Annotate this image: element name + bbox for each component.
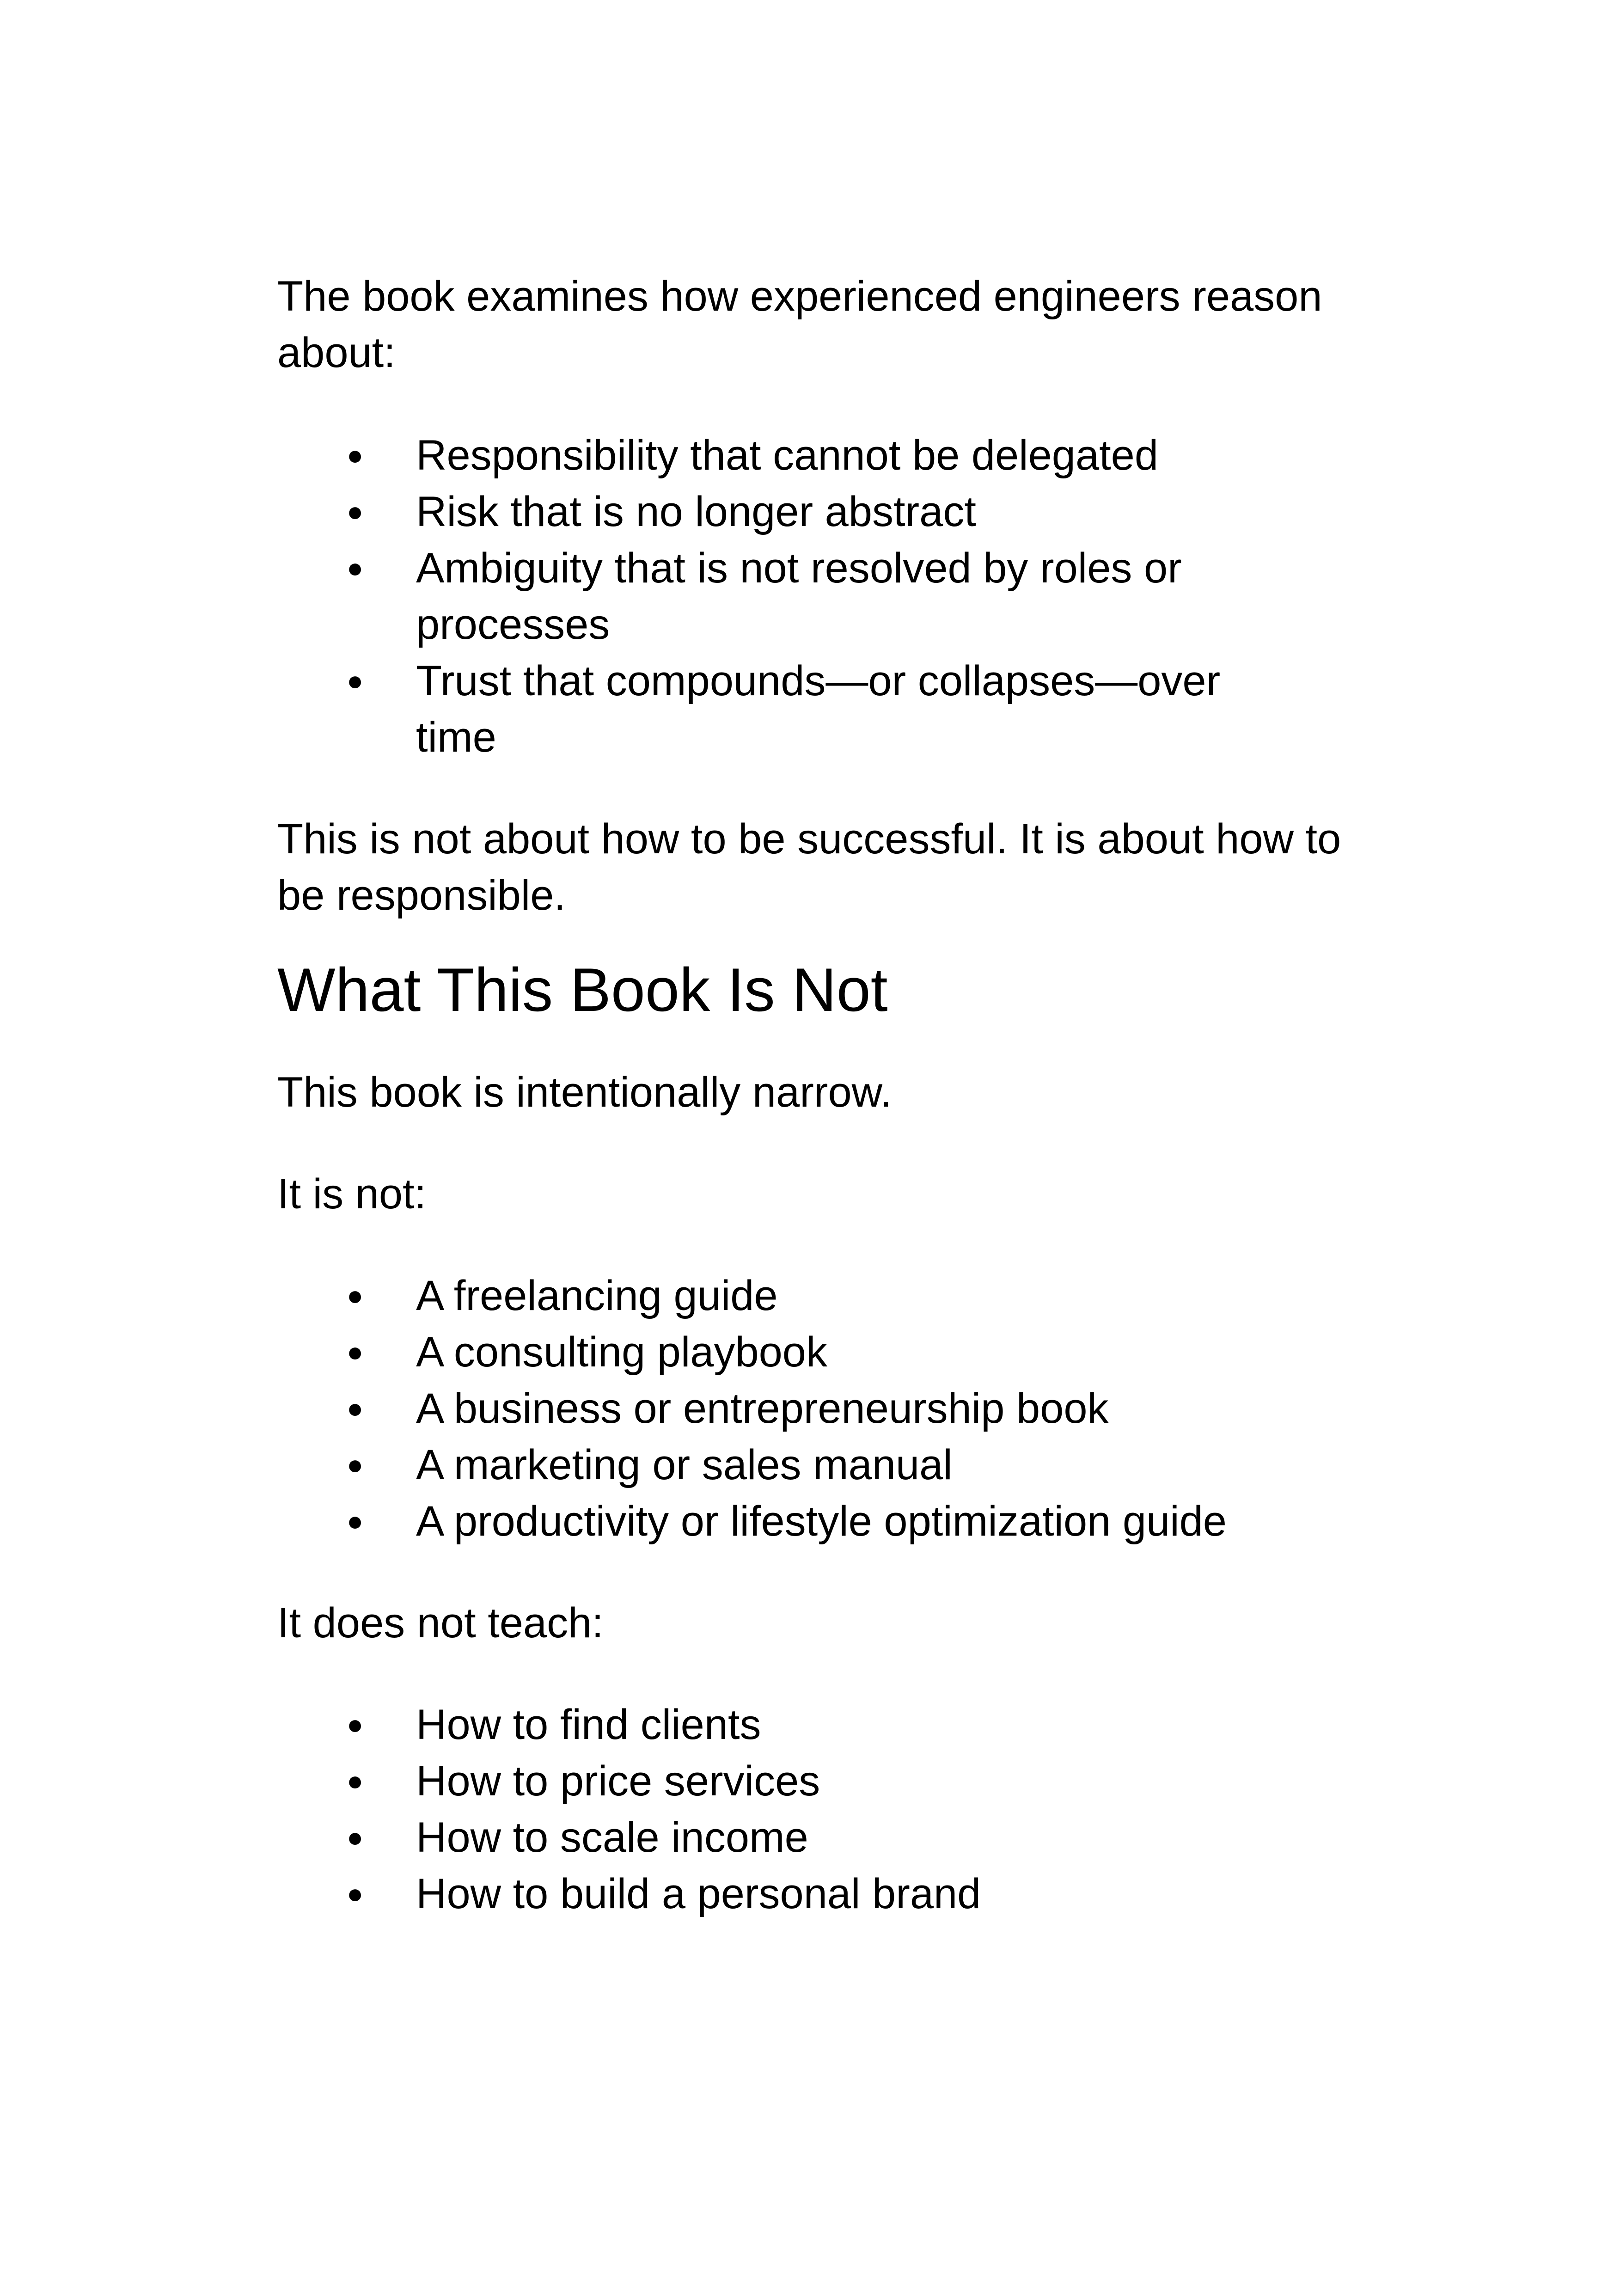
bullet-icon: ●	[347, 552, 364, 583]
bullet-icon: ●	[347, 665, 364, 696]
bullet-icon: ●	[347, 440, 364, 471]
list-item	[277, 427, 1377, 484]
list-item-text: How to price services	[416, 1757, 820, 1805]
list-item-text: Risk that is no longer abstract	[416, 488, 976, 535]
list-item-text: A business or entrepreneurship book	[416, 1385, 1109, 1432]
section-heading: What This Book Is Not	[277, 956, 888, 1024]
list-item	[277, 540, 1377, 653]
list-item	[277, 1493, 1377, 1549]
list-item	[277, 1809, 1377, 1866]
bullet-icon: ●	[347, 1280, 364, 1311]
bullet-icon: ●	[347, 1709, 364, 1740]
bullet-icon: ●	[347, 1506, 364, 1537]
list-item	[277, 1866, 1377, 1922]
bullet-icon: ●	[347, 1822, 364, 1853]
list-item-text: Responsibility that cannot be delegated	[416, 432, 1159, 479]
list-item-text: Trust that compounds—or collapses—over time	[416, 657, 1221, 761]
list-item-text: A consulting playbook	[416, 1329, 827, 1376]
it-is-not-label: It is not:	[277, 1170, 427, 1218]
list-item	[277, 1753, 1377, 1809]
bullet-icon: ●	[347, 1449, 364, 1480]
list-item-text: A marketing or sales manual	[416, 1441, 953, 1488]
list-item	[277, 1380, 1377, 1437]
bullet-icon: ●	[347, 496, 364, 527]
list-item	[277, 1437, 1377, 1493]
list-item-text: How to build a personal brand	[416, 1870, 981, 1917]
does-not-teach-label: It does not teach:	[277, 1599, 604, 1647]
list-item	[277, 1696, 1377, 1753]
bullet-icon: ●	[347, 1393, 364, 1424]
bullet-icon: ●	[347, 1765, 364, 1796]
is-not-list	[277, 1267, 1377, 1549]
intro-paragraph: The book examines how experienced engineers reason about:	[277, 273, 1322, 376]
list-item	[277, 1267, 1377, 1324]
not-about-paragraph: This is not about how to be successful. It is about how to be responsible.	[277, 815, 1341, 919]
narrow-paragraph: This book is intentionally narrow.	[277, 1069, 892, 1116]
does-not-teach-list	[277, 1696, 1377, 1922]
list-item-text: How to find clients	[416, 1701, 761, 1748]
list-item-text: How to scale income	[416, 1814, 808, 1861]
bullet-icon: ●	[347, 1878, 364, 1909]
list-item-text: A productivity or lifestyle optimization guide	[416, 1498, 1227, 1545]
examines-list	[277, 427, 1377, 765]
bullet-icon: ●	[347, 1336, 364, 1367]
list-item-text: A freelancing guide	[416, 1272, 778, 1319]
list-item	[277, 1324, 1377, 1380]
list-item	[277, 653, 1377, 765]
list-item	[277, 484, 1377, 540]
list-item-text: Ambiguity that is not resolved by roles or processes	[416, 545, 1182, 648]
document-page	[277, 268, 1377, 1922]
